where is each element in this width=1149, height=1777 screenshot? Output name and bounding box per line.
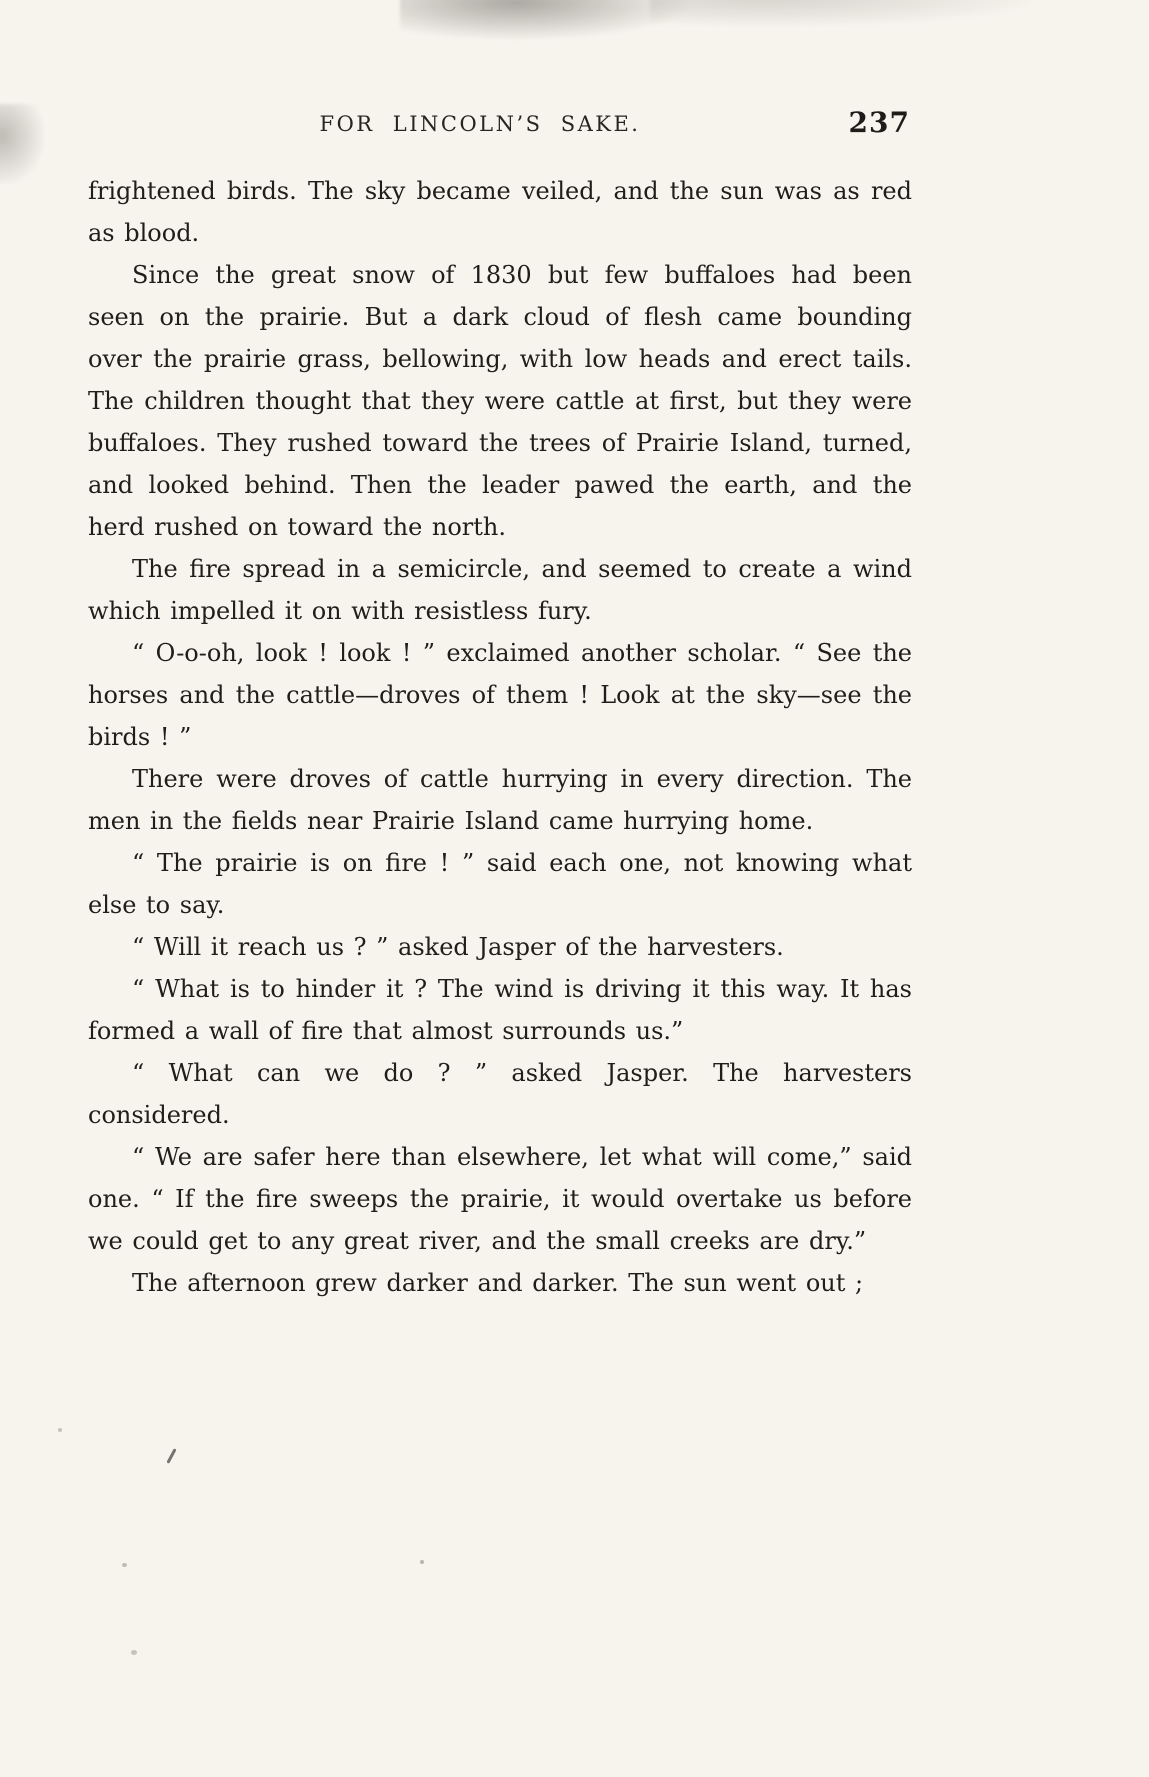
paragraph: “ What can we do ? ” asked Jasper. The harvesters considered. — [88, 1059, 912, 1129]
scan-smudge-left — [0, 104, 44, 184]
paragraph: “ What is to hinder it ? The wind is driving it this way. It has formed a wall of fire that almost surrounds us.” — [88, 975, 912, 1045]
scan-mark-dot — [122, 1563, 127, 1567]
paragraph: “ Will it reach us ? ” asked Jasper of the harvesters. — [132, 933, 784, 961]
scan-mark-slash — [166, 1448, 176, 1464]
scan-mark-dot — [420, 1560, 424, 1564]
page-body — [88, 170, 912, 1304]
running-title: FOR LINCOLN’S SAKE. — [319, 112, 641, 136]
scan-mark-dot — [58, 1428, 62, 1432]
page-header — [88, 106, 912, 154]
paragraph: The fire spread in a semicircle, and seemed to create a wind which impelled it on with resistless fury. — [88, 555, 912, 625]
paragraph: frightened birds. The sky became veiled, and the sun was as red as blood. — [88, 177, 912, 247]
paragraph: “ We are safer here than elsewhere, let what will come,” said one. “ If the fire sweeps the prairie, it would overtake us before we could get to any great river, and the small creeks are dry.” — [88, 1143, 912, 1255]
scan-smudge-top — [400, 0, 690, 40]
paragraph: “ The prairie is on fire ! ” said each one, not knowing what else to say. — [88, 849, 912, 919]
paragraph: “ O-o-oh, look ! look ! ” exclaimed another scholar. “ See the horses and the cattle—droves of them ! Look at the sky—see the birds ! ” — [88, 639, 912, 751]
paragraph: The afternoon grew darker and darker. The sun went out ; — [132, 1269, 864, 1297]
paragraph: Since the great snow of 1830 but few buffaloes had been seen on the prairie. But a dark cloud of flesh came bounding over the prairie grass, bellowing, with low heads and erect tails. The children thought that they were cattle at first, but they were buffaloes. They rushed toward the trees of Prairie Island, turned, and looked behind. Then the leader pawed the earth, and the herd rushed on toward the north. — [88, 261, 912, 541]
scan-smudge-top-right — [650, 0, 1030, 26]
page-number: 237 — [848, 106, 910, 139]
paragraph: There were droves of cattle hurrying in every direction. The men in the fields near Prairie Island came hurrying home. — [88, 765, 912, 835]
scan-mark-dot — [131, 1650, 137, 1655]
